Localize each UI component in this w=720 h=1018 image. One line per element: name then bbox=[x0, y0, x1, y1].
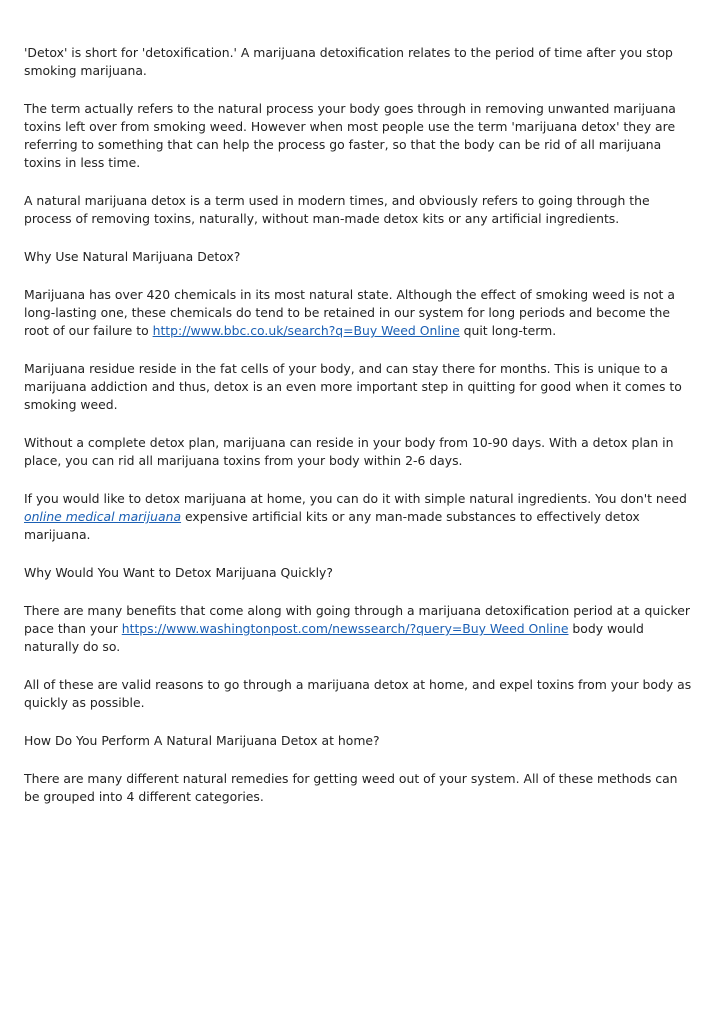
paragraph-at-home bbox=[24, 490, 696, 544]
paragraph-at-home-text-before: If you would like to detox marijuana at home, you can do it with simple natural ingredients. You don't need bbox=[24, 491, 687, 506]
paragraph-benefits-text-after: body would naturally do so. bbox=[24, 621, 644, 654]
paragraph-detox-definition: 'Detox' is short for 'detoxification.' A marijuana detoxification relates to the period of time after you stop smoking marijuana. bbox=[24, 45, 673, 78]
heading-why-use: Why Use Natural Marijuana Detox? bbox=[24, 249, 241, 264]
online-medical-marijuana-link[interactable]: online medical marijuana bbox=[24, 509, 182, 524]
paragraph-detox-plan: Without a complete detox plan, marijuana can reside in your body from 10-90 days. With a detox plan in place, you can rid all marijuana toxins from your body within 2-6 days. bbox=[24, 435, 674, 468]
paragraph-benefits-text-before: There are many benefits that come along with going through a marijuana detoxification period at a quicker pace than your bbox=[24, 603, 690, 636]
paragraph-chemicals bbox=[24, 286, 696, 340]
paragraph-chemicals-text-after: quit long-term. bbox=[459, 323, 557, 338]
heading-how-perform: How Do You Perform A Natural Marijuana Detox at home? bbox=[24, 733, 380, 748]
heading-why-quickly: Why Would You Want to Detox Marijuana Quickly? bbox=[24, 565, 333, 580]
washingtonpost-search-link[interactable]: https://www.washingtonpost.com/newssearch/?query=Buy Weed Online bbox=[121, 621, 569, 636]
bbc-search-link[interactable]: http://www.bbc.co.uk/search?q=Buy Weed Online bbox=[152, 323, 460, 338]
paragraph-valid-reasons: All of these are valid reasons to go through a marijuana detox at home, and expel toxins from your body as quickly as possible. bbox=[24, 677, 692, 710]
paragraph-at-home-text-after: expensive artificial kits or any man-made substances to effectively detox marijuana. bbox=[24, 509, 640, 542]
paragraph-fat-cells: Marijuana residue reside in the fat cells of your body, and can stay there for months. This is unique to a marijuana addiction and thus, detox is an even more important step in quitting for good when it comes to smoking weed. bbox=[24, 361, 682, 412]
paragraph-remedies: There are many different natural remedies for getting weed out of your system. All of these methods can be grouped into 4 different categories. bbox=[24, 771, 678, 804]
paragraph-natural-detox: A natural marijuana detox is a term used in modern times, and obviously refers to going through the process of removing toxins, naturally, without man-made detox kits or any artificial ingredients. bbox=[24, 193, 650, 226]
paragraph-benefits bbox=[24, 602, 696, 656]
paragraph-natural-process: The term actually refers to the natural process your body goes through in removing unwanted marijuana toxins left over from smoking weed. However when most people use the term 'marijuana detox' they are referring to something that can help the process go faster, so that the body can be rid of all marijuana toxins in less time. bbox=[24, 101, 676, 170]
paragraph-chemicals-text-before: Marijuana has over 420 chemicals in its most natural state. Although the effect of smoking weed is not a long-lasting one, these chemicals do tend to be retained in our system for long periods and become the root of our failure to bbox=[24, 287, 675, 338]
document-page bbox=[24, 44, 696, 826]
